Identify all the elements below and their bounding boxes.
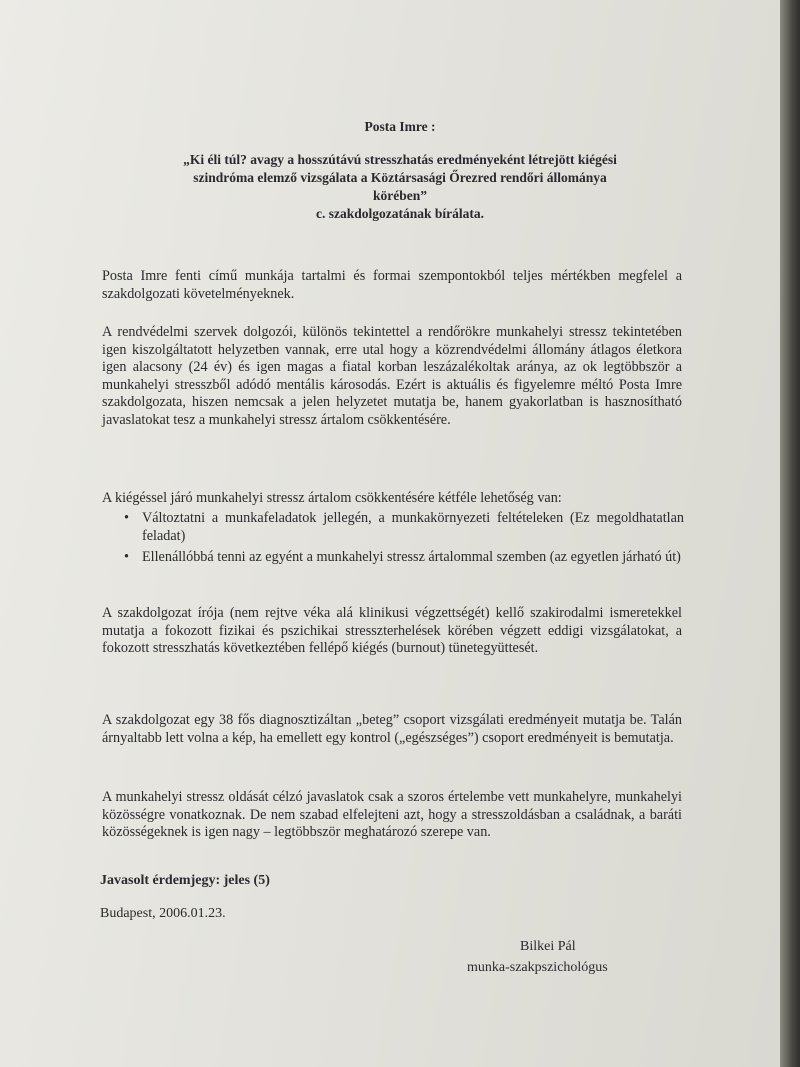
literature-paragraph: A szakdolgozat írója (nem rejtve véka alá klinikusi végzettségét) kellő szakirodalmi ismeretekkel mutatja a fokozott fizikai és pszichikai stresszterhelések körében végzett eddigi vizsgálatokat, a fokozott stresszhatás következtében fellépő kiégés (burnout) tünetegyüttesét. bbox=[102, 605, 682, 656]
title-line: c. szakdolgozatának bírálata. bbox=[315, 206, 484, 221]
options-intro-paragraph: A kiégéssel járó munkahelyi stressz ártalom csökkentésére kétféle lehetőség van: bbox=[102, 490, 562, 506]
bullet-icon: • bbox=[124, 510, 129, 526]
intro-paragraph: Posta Imre fenti című munkája tartalmi és formai szempontokból teljes mértékben megfelel a szakdolgozati követelményeknek. bbox=[102, 268, 682, 302]
bullet-icon: • bbox=[124, 549, 129, 565]
signature-role: munka-szakpszichológus bbox=[467, 960, 608, 975]
option-text: Ellenállóbbá tenni az egyént a munkahelyi stressz ártalommal szemben (az egyetlen járható út) bbox=[142, 549, 681, 565]
title-line: körében” bbox=[373, 188, 427, 203]
options-list bbox=[100, 510, 684, 571]
signature-name: Bilkei Pál bbox=[520, 939, 576, 954]
title-line: „Ki éli túl? avagy a hosszútávú stresszhatás eredményeként létrejött kiégési bbox=[183, 152, 617, 167]
sample-paragraph: A szakdolgozat egy 38 fős diagnosztizáltan „beteg” csoport vizsgálati eredményeit mutatja be. Talán árnyaltabb lett volna a kép, ha emellett egy kontrol („egészséges”) csoport eredményeit is bemutatja. bbox=[102, 712, 682, 746]
grade-recommendation: Javasolt érdemjegy: jeles (5) bbox=[100, 873, 270, 888]
list-item bbox=[100, 549, 684, 567]
thesis-title bbox=[100, 151, 700, 223]
list-item bbox=[100, 510, 684, 545]
option-text: Változtatni a munkafeladatok jellegén, a munkakörnyezeti feltételeken (Ez megoldhatatlan feladat) bbox=[142, 510, 684, 544]
title-line: szindróma elemző vizsgálata a Köztársasági Őrezred rendőri állománya bbox=[193, 170, 607, 185]
suggestions-paragraph: A munkahelyi stressz oldását célzó javaslatok csak a szoros értelembe vett munkahelyre, munkahelyi közösségre vonatkoznak. De nem szabad elfelejteni azt, hogy a stresszoldásban a családnak, a baráti közösségeknek is igen nagy – legtöbbször meghatározó szerepe van. bbox=[102, 789, 682, 840]
author-heading: Posta Imre : bbox=[364, 119, 436, 134]
place-date: Budapest, 2006.01.23. bbox=[100, 906, 226, 921]
background-edge bbox=[780, 0, 800, 1067]
context-paragraph: A rendvédelmi szervek dolgozói, különös tekintettel a rendőrökre munkahelyi stressz tekintetében igen kiszolgáltatott helyzetben vannak, erre utal hogy a közrendvédelmi állomány átlagos életkora igen alacsony (24 év) és igen magas a fiatal korban leszázalékoltak aránya, az ok legtöbbször a munkahelyi stresszből adódó mentális károsodás. Ezért is aktuális és figyelemre méltó Posta Imre szakdolgozata, hiszen nemcsak a jelen helyzetet mutatja be, hanem gyakorlatban is hasznosítható javaslatokat tesz a munkahelyi stressz ártalom csökkentésére. bbox=[102, 324, 682, 428]
